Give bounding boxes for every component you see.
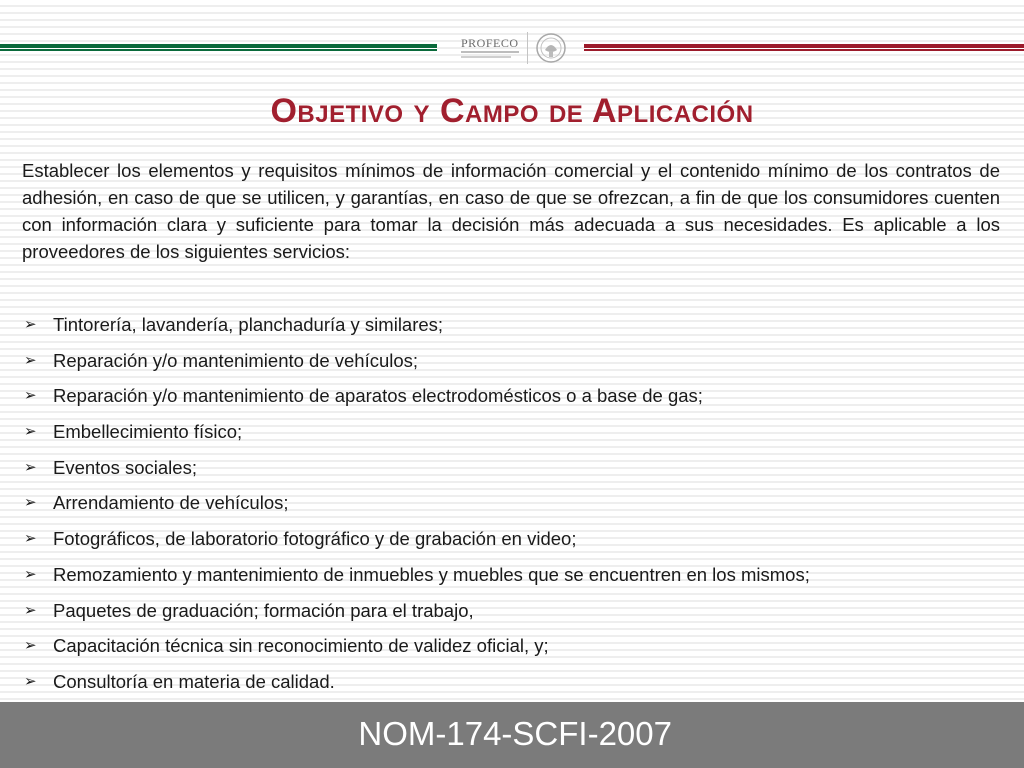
logo-divider bbox=[527, 32, 528, 64]
list-item-text: Paquetes de graduación; formación para el trabajo, bbox=[53, 599, 474, 621]
list-item-text: Tintorería, lavandería, planchaduría y similares; bbox=[53, 314, 444, 335]
arrow-bullet-icon: ➢ bbox=[24, 387, 37, 405]
profeco-logo bbox=[455, 28, 575, 68]
arrow-bullet-icon: ➢ bbox=[24, 565, 37, 583]
footer-bar bbox=[0, 702, 1024, 768]
arrow-bullet-icon: ➢ bbox=[24, 316, 37, 333]
slide-title: Objetivo y Campo de Aplicación bbox=[270, 92, 754, 130]
intro-paragraph: Establecer los elementos y requisitos mínimos de información comercial y el contenido mínimo de los contratos de adhesión, en caso de que se utilicen, y garantías, en caso de que se ofrezcan, a fin de que los consumidores cuenten con información clara y suficiente para tomar la decisión más adecuada a sus necesidades. Es aplicable a los proveedores de los siguientes servicios: bbox=[22, 160, 1000, 262]
arrow-bullet-icon: ➢ bbox=[24, 530, 37, 548]
list-item-text: Remozamiento y mantenimiento de inmuebles y muebles que se encuentren en los mismos; bbox=[53, 563, 810, 585]
arrow-bullet-icon: ➢ bbox=[24, 637, 37, 655]
arrow-bullet-icon: ➢ bbox=[24, 494, 37, 512]
logo-subtitle-line bbox=[461, 56, 511, 58]
list-item-text: Capacitación técnica sin reconocimiento de validez oficial, y; bbox=[53, 635, 549, 657]
list-item bbox=[22, 561, 1002, 597]
list-item bbox=[22, 668, 1002, 704]
list-item bbox=[22, 597, 1002, 633]
list-item-text: Fotográficos, de laboratorio fotográfico y de grabación en video; bbox=[53, 528, 577, 550]
list-item bbox=[22, 525, 1002, 561]
list-item bbox=[22, 418, 1002, 454]
list-item-text: Consultoría en materia de calidad. bbox=[53, 670, 335, 692]
arrow-bullet-icon: ➢ bbox=[24, 351, 37, 369]
header-bar bbox=[0, 0, 1024, 70]
list-item-text: Embellecimiento físico; bbox=[53, 421, 243, 443]
list-item bbox=[22, 347, 1002, 383]
norm-code: NOM-174-SCFI-2007 bbox=[358, 715, 672, 752]
red-stripe bbox=[584, 44, 1024, 51]
list-item bbox=[22, 454, 1002, 490]
list-item-text: Arrendamiento de vehículos; bbox=[53, 492, 289, 514]
list-item bbox=[22, 382, 1002, 418]
arrow-bullet-icon: ➢ bbox=[24, 458, 37, 476]
arrow-bullet-icon: ➢ bbox=[24, 423, 37, 441]
list-item-text: Reparación y/o mantenimiento de vehículos; bbox=[53, 349, 419, 371]
list-item bbox=[22, 311, 1002, 347]
list-item-text: Reparación y/o mantenimiento de aparatos electrodomésticos o a base de gas; bbox=[53, 385, 703, 407]
logo-subtitle-line bbox=[461, 51, 519, 53]
list-item bbox=[22, 632, 1002, 668]
logo-text: PROFECO bbox=[461, 36, 519, 50]
arrow-bullet-icon: ➢ bbox=[24, 672, 37, 690]
list-item-text: Eventos sociales; bbox=[53, 456, 197, 478]
list-item bbox=[22, 489, 1002, 525]
coat-of-arms-icon bbox=[535, 32, 567, 64]
green-stripe bbox=[0, 44, 437, 51]
services-list bbox=[22, 311, 1002, 704]
arrow-bullet-icon: ➢ bbox=[24, 601, 37, 619]
